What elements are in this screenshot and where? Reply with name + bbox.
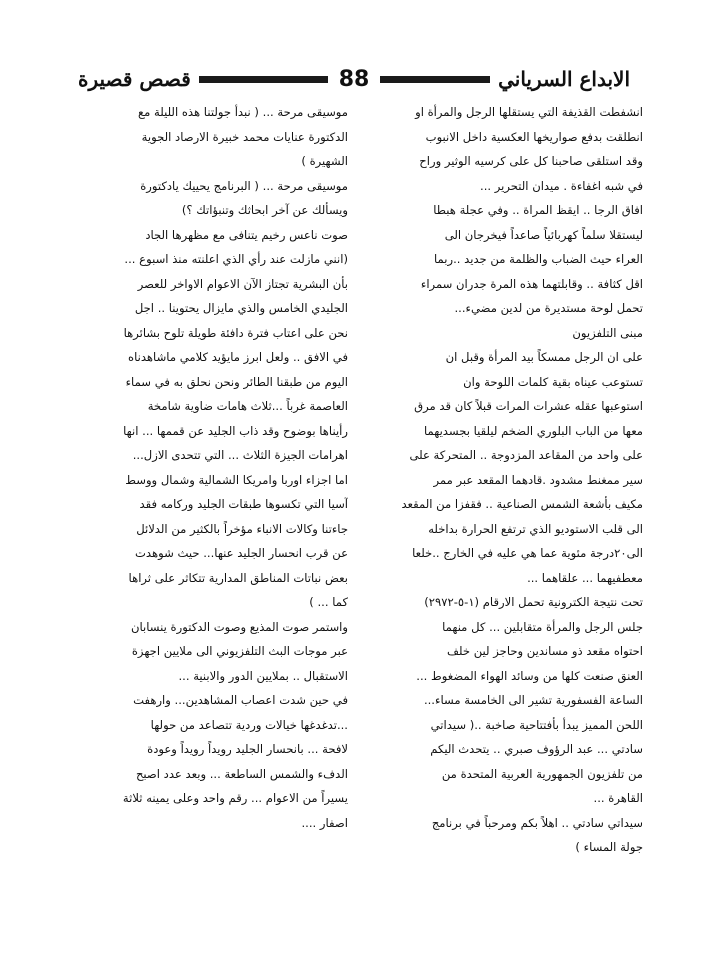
- text-line: الجليدي الخامس والذي مايزال يحتوينا .. اجل: [134, 301, 348, 315]
- text-line: عبر موجات البث التلفزيوني الى ملايين اجهزة: [131, 644, 348, 658]
- text-line: في حين شدت اعصاب المشاهدين... وارهفت: [133, 693, 348, 707]
- text-line: استوعبها عقله عشرات المرات قبلاً كان قد مرق: [414, 399, 643, 413]
- text-line: صوت ناعس رخيم يتنافى مع مظهرها الجاد: [145, 227, 348, 242]
- left-text-column: [72, 100, 348, 835]
- text-line: اليوم من طبقنا الطائر ونحن نحلق به في سماء: [125, 374, 348, 389]
- text-line: سير ممغنط مشدود .قادهما المقعد عبر ممر: [433, 472, 643, 487]
- text-line: القاهرة ...: [593, 791, 643, 805]
- text-line: اقل كثافة .. وقابلتهما هذه المرة جدران سمراء: [420, 276, 643, 291]
- text-line: الدفء والشمس الساطعة ... وبعد عدد اصبح: [135, 766, 348, 781]
- text-line: مبنى التلفزيون: [572, 325, 643, 340]
- text-line: عن قرب انحسار الجليد عنها... حيث شوهدت: [135, 546, 348, 560]
- text-line: سادتي ... عبد الرؤوف صبري .. يتحدث اليكم: [430, 742, 643, 756]
- text-line: (انني مازلت عند رأي الذي اعلنته منذ اسبوع ...: [124, 252, 348, 266]
- text-line: واستمر صوت المذيع وصوت الدكتورة ينسابان: [131, 619, 348, 634]
- text-line: كما ... ): [309, 595, 348, 609]
- text-line: جولة المساء ): [575, 840, 643, 854]
- text-line: على ان الرجل ممسكاً بيد المرأة وقبل ان: [445, 350, 643, 364]
- text-line: جاءتنا وكالات الانباء مؤخراً بالكثير من الدلائل: [136, 521, 348, 536]
- text-line: لافحة ... بانحسار الجليد رويداً رويداً وعودة: [147, 742, 348, 756]
- text-line: وقد استلقى صاحبنا كل على كرسيه الوثير وراح: [419, 154, 643, 168]
- text-line: تحت نتيجة الكترونية تحمل الارقام (١-٥-٢٩٧٢): [424, 595, 643, 609]
- text-line: بأن البشرية تجتاز الآن الاعوام الاواخر للعصر: [137, 276, 348, 291]
- text-line: تستوعب عيناه بقية كلمات اللوحة وان: [463, 374, 643, 389]
- text-line: موسيقى مرحة ... ( نبدأ جولتنا هذه الليلة مع: [137, 105, 348, 119]
- text-line: الساعة الفسفورية تشير الى الخامسة مساء...: [423, 693, 643, 707]
- magazine-title: الابداع السرياني: [490, 62, 638, 96]
- text-line: معطفيهما ... علقاهما ...: [527, 570, 643, 585]
- text-line: جلس الرجل والمرأة متقابلين ... كل منهما: [442, 619, 643, 634]
- text-line: اللحن المميز يبدأ بأفتتاحية صاخبة ..( سيداتي: [430, 717, 643, 732]
- text-line: ...تدغدغها خيالات وردية تتصاعد من حولها: [150, 717, 348, 732]
- text-line: اهرامات الجيزة الثلاث ... التي تتحدى الازل...: [132, 448, 348, 462]
- text-line: الاستقبال .. بملايين الدور والابنية ...: [178, 668, 348, 683]
- text-line: مكيف بأشعة الشمس الصناعية .. فقفزا من المقعد: [401, 497, 643, 511]
- text-line: اصفار ....: [301, 815, 348, 830]
- text-line: انطلقت بدفع صواريخها العكسية داخل الانبوب: [425, 129, 643, 144]
- right-text-column: [365, 100, 643, 860]
- text-line: معها من الباب البلوري الضخم ليلقيا بجسديهما: [424, 423, 643, 438]
- text-line: في شبه اغفاءة . ميدان التحرير ...: [480, 178, 643, 193]
- page-header: [70, 62, 638, 96]
- section-title: قصص قصيرة: [70, 62, 199, 96]
- text-line: سيداتي سادتي .. اهلاً بكم ومرحباً في برنامج: [431, 815, 643, 830]
- text-line: تحمل لوحة مستديرة من لدين مضيء...: [454, 301, 643, 315]
- text-line: على واحد من المقاعد المزدوجة .. المتحركة على: [409, 448, 643, 462]
- text-line: الدكتورة عنايات محمد خبيرة الارصاد الجوية: [141, 129, 348, 144]
- text-line: انشفطت القذيفة التي يستقلها الرجل والمرأة او: [415, 105, 643, 119]
- text-line: آسيا التي تكسوها طبقات الجليد وركامه فقد: [139, 497, 348, 511]
- text-line: الى قلب الاستوديو الذي ترتفع الحرارة بداخله: [428, 521, 643, 536]
- text-line: بعض نباتات المناطق المدارية تتكاثر على ثراها: [128, 570, 348, 585]
- text-line: في الافق .. ولعل ابرز مايؤيد كلامي ماشاهدناه: [128, 350, 348, 364]
- text-line: اما اجزاء اوربا وامريكا الشمالية وشمال ووسط: [125, 472, 348, 487]
- page-number: 88: [328, 62, 380, 96]
- text-line: من تلفزيون الجمهورية العربية المتحدة من: [441, 766, 643, 781]
- text-line: نحن على اعتاب فترة دافئة طويلة تلوح بشائرها: [123, 325, 348, 340]
- text-line: رأيناها بوضوح وقد ذاب الجليد عن قممها ... انها: [123, 423, 348, 438]
- text-line: الشهيرة ): [301, 154, 348, 168]
- text-line: ويسألك عن آخر ابحاثك وتنبؤاتك ؟): [181, 203, 348, 217]
- text-line: يسيراً من الاعوام ... رقم واحد وعلى يمينه ثلاثة: [122, 791, 348, 805]
- text-line: افاق الرجا .. ايقظ المراة .. وفي عجلة هبطا: [433, 203, 643, 217]
- text-line: العنق صنعت كلها من وسائد الهواء المضغوط ...: [416, 668, 643, 683]
- text-line: العاصمة غرباً ...ثلاث هامات ضاوية شامخة: [147, 399, 348, 413]
- text-line: العراء حيث الضباب والظلمة من جديد ..ربما: [434, 252, 643, 266]
- text-line: احتواه مقعد ذو مساندين وحاجز لين خلف: [447, 644, 643, 658]
- text-line: الى٢٠درجة مئوية عما هي عليه في الخارج ..خلعا: [412, 546, 643, 560]
- text-line: موسيقى مرحة ... ( البرنامج يحييك يادكتورة: [140, 178, 348, 193]
- text-line: ليستقلا سلماً كهربائياً صاعداً فيخرجان الى: [444, 227, 643, 242]
